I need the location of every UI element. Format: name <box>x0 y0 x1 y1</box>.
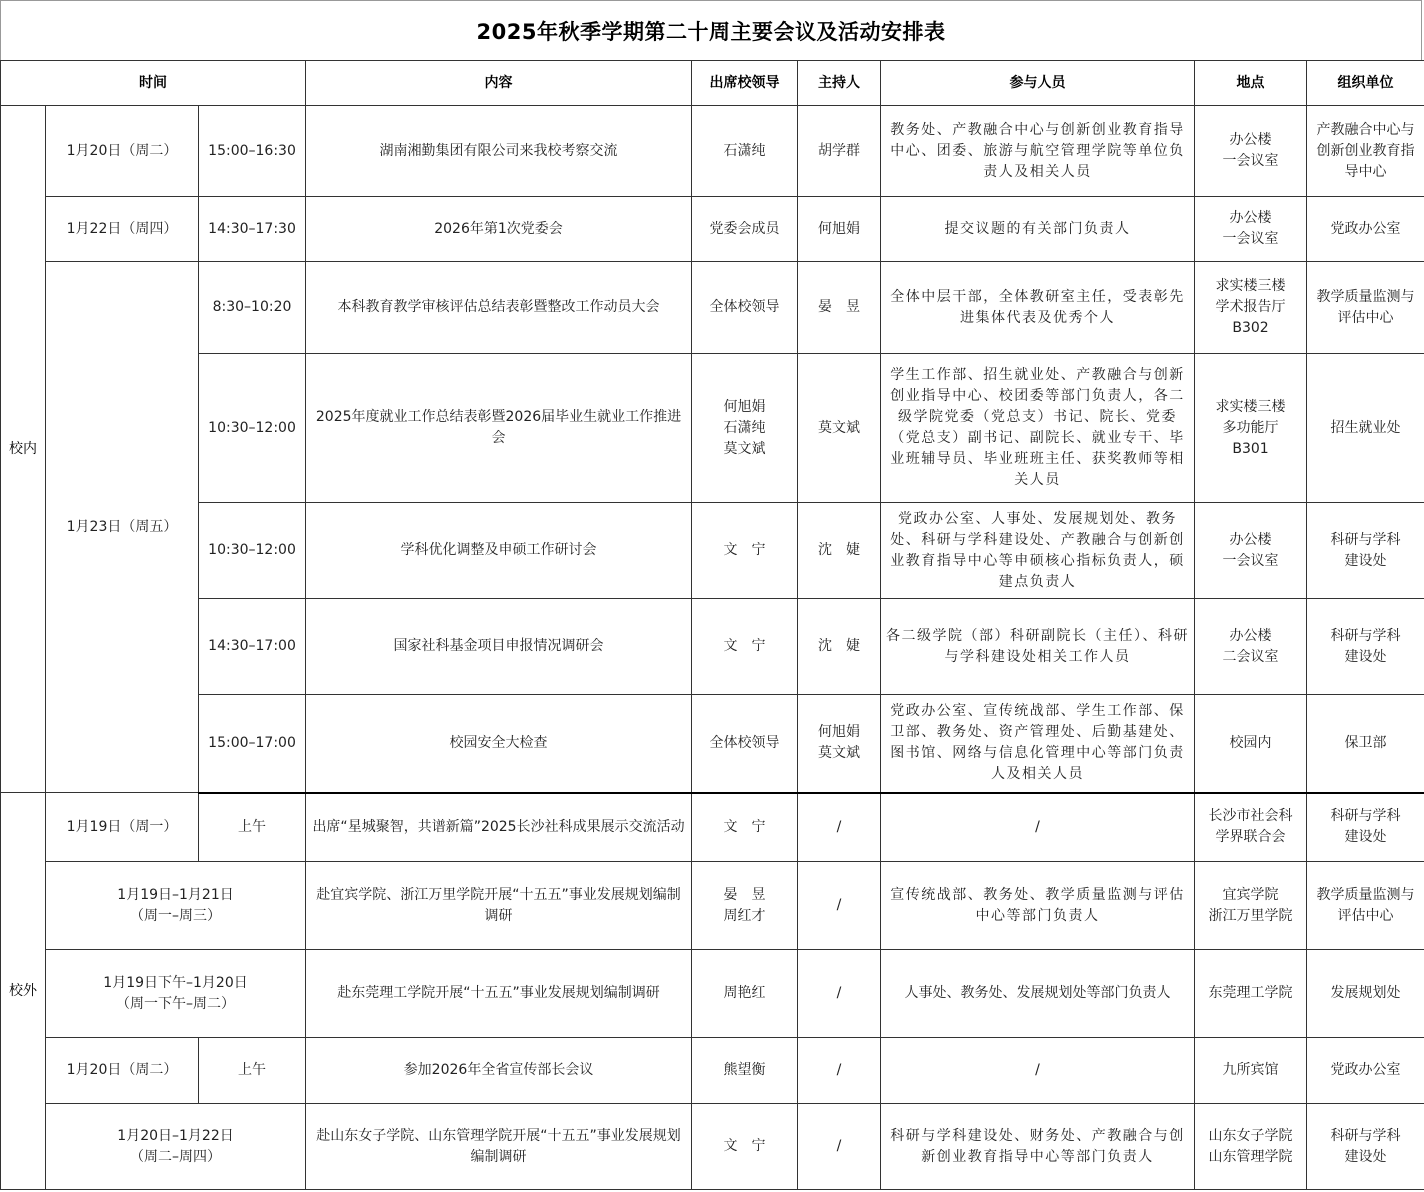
leader-cell: 晏 昱 周红才 <box>692 862 798 950</box>
table-row <box>1 262 1424 354</box>
time-cell: 10:30–12:00 <box>199 354 306 503</box>
organizer-cell: 保卫部 <box>1307 695 1424 793</box>
host-cell: / <box>798 793 881 862</box>
content-cell: 学科优化调整及申硕工作研讨会 <box>306 503 692 599</box>
date-cell: 1月20日–1月22日 （周二–周四） <box>46 1104 306 1190</box>
participants-cell: 党政办公室、人事处、发展规划处、教务处、科研与学科建设处、产教融合与创新创业教育指导中心等申硕核心指标负责人，硕建点负责人 <box>881 503 1195 599</box>
content-cell: 赴东莞理工学院开展“十五五”事业发展规划编制调研 <box>306 950 692 1038</box>
host-cell: 何旭娟 <box>798 197 881 262</box>
content-cell: 校园安全大检查 <box>306 695 692 793</box>
host-cell: / <box>798 1104 881 1190</box>
leader-cell: 文 宁 <box>692 503 798 599</box>
time-cell: 8:30–10:20 <box>199 262 306 354</box>
location-cell: 办公楼 一会议室 <box>1195 197 1307 262</box>
header-row <box>1 61 1424 106</box>
location-cell: 长沙市社会科 学界联合会 <box>1195 793 1307 862</box>
date-cell: 1月19日–1月21日 （周一–周三） <box>46 862 306 950</box>
host-cell: 胡学群 <box>798 106 881 197</box>
time-cell: 上午 <box>199 1038 306 1104</box>
participants-cell: 提交议题的有关部门负责人 <box>881 197 1195 262</box>
participants-cell: 全体中层干部，全体教研室主任，受表彰先进集体代表及优秀个人 <box>881 262 1195 354</box>
table-row <box>1 950 1424 1038</box>
table-row <box>1 503 1424 599</box>
location-cell: 办公楼 二会议室 <box>1195 599 1307 695</box>
time-cell: 14:30–17:00 <box>199 599 306 695</box>
participants-cell: 党政办公室、宣传统战部、学生工作部、保卫部、教务处、资产管理处、后勤基建处、图书馆、网络与信息化管理中心等部门负责人及相关人员 <box>881 695 1195 793</box>
location-cell: 宜宾学院 浙江万里学院 <box>1195 862 1307 950</box>
participants-cell: 科研与学科建设处、财务处、产教融合与创新创业教育指导中心等部门负责人 <box>881 1104 1195 1190</box>
host-cell: 沈 婕 <box>798 599 881 695</box>
header-location: 地点 <box>1195 61 1307 106</box>
page-title: 2025年秋季学期第二十周主要会议及活动安排表 <box>476 19 946 44</box>
content-cell: 赴宜宾学院、浙江万里学院开展“十五五”事业发展规划编制调研 <box>306 862 692 950</box>
leader-cell: 何旭娟 石潇纯 莫文斌 <box>692 354 798 503</box>
leader-cell: 文 宁 <box>692 793 798 862</box>
organizer-cell: 科研与学科 建设处 <box>1307 1104 1424 1190</box>
time-cell: 14:30–17:30 <box>199 197 306 262</box>
time-cell: 10:30–12:00 <box>199 503 306 599</box>
group-label-external: 校外 <box>1 793 46 1190</box>
time-cell: 15:00–16:30 <box>199 106 306 197</box>
leader-cell: 熊望衡 <box>692 1038 798 1104</box>
header-content: 内容 <box>306 61 692 106</box>
content-cell: 2026年第1次党委会 <box>306 197 692 262</box>
participants-cell: 各二级学院（部）科研副院长（主任）、科研与学科建设处相关工作人员 <box>881 599 1195 695</box>
group-label-internal: 校内 <box>1 106 46 793</box>
location-cell: 山东女子学院 山东管理学院 <box>1195 1104 1307 1190</box>
leader-cell: 文 宁 <box>692 1104 798 1190</box>
organizer-cell: 党政办公室 <box>1307 197 1424 262</box>
table-row <box>1 106 1424 197</box>
participants-cell: 宣传统战部、教务处、教学质量监测与评估中心等部门负责人 <box>881 862 1195 950</box>
organizer-cell: 科研与学科 建设处 <box>1307 503 1424 599</box>
location-cell: 求实楼三楼 多功能厅 B301 <box>1195 354 1307 503</box>
leader-cell: 党委会成员 <box>692 197 798 262</box>
schedule-table <box>0 60 1424 1190</box>
content-cell: 2025年度就业工作总结表彰暨2026届毕业生就业工作推进会 <box>306 354 692 503</box>
participants-cell: / <box>881 1038 1195 1104</box>
location-cell: 办公楼 一会议室 <box>1195 503 1307 599</box>
host-cell: 沈 婕 <box>798 503 881 599</box>
participants-cell: 人事处、教务处、发展规划处等部门负责人 <box>881 950 1195 1038</box>
content-cell: 参加2026年全省宣传部长会议 <box>306 1038 692 1104</box>
leader-cell: 全体校领导 <box>692 262 798 354</box>
location-cell: 东莞理工学院 <box>1195 950 1307 1038</box>
participants-cell: 学生工作部、招生就业处、产教融合与创新创业指导中心、校团委等部门负责人，各二级学院党委（党总支）书记、院长、党委（党总支）副书记、副院长、就业专干、毕业班辅导员、毕业班班主任、获奖教师等相关人员 <box>881 354 1195 503</box>
location-cell: 校园内 <box>1195 695 1307 793</box>
content-cell: 湖南湘勤集团有限公司来我校考察交流 <box>306 106 692 197</box>
time-cell: 上午 <box>199 793 306 862</box>
header-leader: 出席校领导 <box>692 61 798 106</box>
header-time: 时间 <box>1 61 306 106</box>
host-cell: 莫文斌 <box>798 354 881 503</box>
date-cell: 1月19日（周一） <box>46 793 199 862</box>
organizer-cell: 招生就业处 <box>1307 354 1424 503</box>
organizer-cell: 产教融合中心与创新创业教育指导中心 <box>1307 106 1424 197</box>
organizer-cell: 发展规划处 <box>1307 950 1424 1038</box>
leader-cell: 周艳红 <box>692 950 798 1038</box>
leader-cell: 全体校领导 <box>692 695 798 793</box>
host-cell: / <box>798 1038 881 1104</box>
table-row <box>1 862 1424 950</box>
table-row <box>1 695 1424 793</box>
location-cell: 九所宾馆 <box>1195 1038 1307 1104</box>
location-cell: 求实楼三楼 学术报告厅 B302 <box>1195 262 1307 354</box>
host-cell: 何旭娟 莫文斌 <box>798 695 881 793</box>
participants-cell: 教务处、产教融合中心与创新创业教育指导中心、团委、旅游与航空管理学院等单位负责人及相关人员 <box>881 106 1195 197</box>
table-row <box>1 197 1424 262</box>
leader-cell: 文 宁 <box>692 599 798 695</box>
table-row <box>1 793 1424 862</box>
organizer-cell: 教学质量监测与评估中心 <box>1307 862 1424 950</box>
organizer-cell: 科研与学科 建设处 <box>1307 793 1424 862</box>
title-bar <box>0 0 1422 60</box>
date-cell: 1月22日（周四） <box>46 197 199 262</box>
participants-cell: / <box>881 793 1195 862</box>
table-row <box>1 1104 1424 1190</box>
content-cell: 国家社科基金项目申报情况调研会 <box>306 599 692 695</box>
table-row <box>1 354 1424 503</box>
header-host: 主持人 <box>798 61 881 106</box>
time-cell: 15:00–17:00 <box>199 695 306 793</box>
host-cell: / <box>798 950 881 1038</box>
table-row <box>1 1038 1424 1104</box>
content-cell: 赴山东女子学院、山东管理学院开展“十五五”事业发展规划编制调研 <box>306 1104 692 1190</box>
date-cell: 1月20日（周二） <box>46 106 199 197</box>
organizer-cell: 教学质量监测与评估中心 <box>1307 262 1424 354</box>
header-organizer: 组织单位 <box>1307 61 1424 106</box>
location-cell: 办公楼 一会议室 <box>1195 106 1307 197</box>
date-cell: 1月19日下午–1月20日 （周一下午–周二） <box>46 950 306 1038</box>
content-cell: 本科教育教学审核评估总结表彰暨整改工作动员大会 <box>306 262 692 354</box>
date-cell: 1月20日（周二） <box>46 1038 199 1104</box>
table-row <box>1 599 1424 695</box>
host-cell: / <box>798 862 881 950</box>
leader-cell: 石潇纯 <box>692 106 798 197</box>
organizer-cell: 科研与学科 建设处 <box>1307 599 1424 695</box>
content-cell: 出席“星城聚智，共谱新篇”2025长沙社科成果展示交流活动 <box>306 793 692 862</box>
host-cell: 晏 昱 <box>798 262 881 354</box>
organizer-cell: 党政办公室 <box>1307 1038 1424 1104</box>
date-cell: 1月23日（周五） <box>46 262 199 793</box>
header-participants: 参与人员 <box>881 61 1195 106</box>
